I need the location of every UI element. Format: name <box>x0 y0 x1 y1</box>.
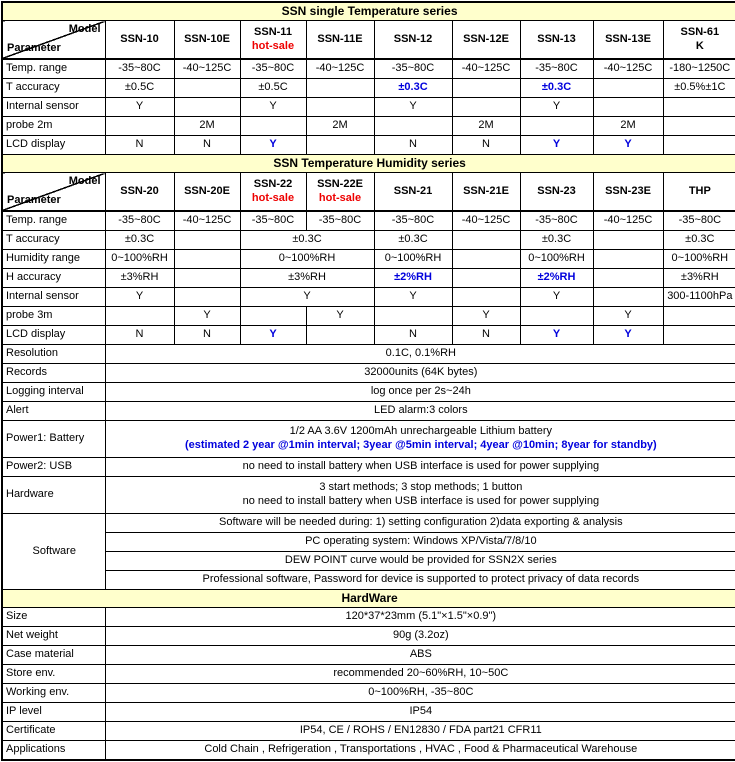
spec-cell: Y <box>105 288 174 307</box>
spec-cell <box>306 98 374 117</box>
spec-value: IP54, CE / ROHS / EN12830 / FDA part21 CFR11 <box>105 722 735 741</box>
spec-cell: -180~1250C <box>663 59 735 79</box>
table-row-records <box>2 364 735 383</box>
spec-cell <box>452 98 520 117</box>
battery-spec-line2: (estimated 2 year @1min interval; 3year @5min interval; 4year @10min; 8year for standby) <box>184 439 657 451</box>
model-header-row-single <box>2 21 735 60</box>
software-spec-line: Software will be needed during: 1) setting configuration 2)data exporting & analysis <box>105 514 735 533</box>
hot-sale-tag: hot-sale <box>251 191 295 204</box>
spec-cell: Y <box>593 326 663 345</box>
spec-cell: -40~125C <box>452 59 520 79</box>
row-label: Records <box>2 364 105 383</box>
spec-cell: 0~100%RH <box>663 250 735 269</box>
spec-value: IP54 <box>105 703 735 722</box>
row-label: Internal sensor <box>2 98 105 117</box>
spec-cell: N <box>452 326 520 345</box>
software-spec-line: Professional software, Password for device is supported to protect privacy of data records <box>105 571 735 590</box>
spec-cell: -35~80C <box>105 59 174 79</box>
row-label: Resolution <box>2 345 105 364</box>
spec-value: Cold Chain , Refrigeration , Transportations , HVAC , Food & Pharmaceutical Warehouse <box>105 741 735 761</box>
spec-value: 0.1C, 0.1%RH <box>105 345 735 364</box>
model-name: SSN-23 <box>537 184 576 197</box>
battery-spec <box>105 421 735 458</box>
corner-model-label: Model <box>68 23 101 35</box>
model-header-ssn-22e <box>306 173 374 212</box>
section-title-temperature-humidity: SSN Temperature Humidity series <box>2 155 735 173</box>
row-label: Certificate <box>2 722 105 741</box>
spec-cell: -35~80C <box>663 211 735 231</box>
spec-cell <box>240 307 306 326</box>
section-title-hardware: HardWare <box>2 590 735 608</box>
row-label: Applications <box>2 741 105 761</box>
spec-cell <box>174 250 240 269</box>
spec-value: recommended 20~60%RH, 10~50C <box>105 665 735 684</box>
spec-cell <box>452 288 520 307</box>
row-label-software: Software <box>2 514 105 590</box>
table-row-h-accuracy <box>2 269 735 288</box>
spec-value: 0~100%RH, -35~80C <box>105 684 735 703</box>
spec-cell: Y <box>520 326 593 345</box>
row-label: Working env. <box>2 684 105 703</box>
spec-cell: -35~80C <box>520 211 593 231</box>
spec-cell <box>240 117 306 136</box>
spec-cell: -35~80C <box>374 59 452 79</box>
corner-parameter-label: Parameter <box>7 194 61 207</box>
table-row-resolution <box>2 345 735 364</box>
model-name: SSN-13E <box>605 32 651 45</box>
model-name: SSN-23E <box>605 184 651 197</box>
spec-cell <box>306 79 374 98</box>
spec-cell <box>174 288 240 307</box>
spec-cell: -40~125C <box>174 211 240 231</box>
battery-spec-line1: 1/2 AA 3.6V 1200mAh unrechargeable Lithium battery <box>289 425 552 438</box>
spec-cell: Y <box>306 307 374 326</box>
spec-cell: Y <box>593 307 663 326</box>
spec-cell: 0~100%RH <box>240 250 374 269</box>
row-label: Case material <box>2 646 105 665</box>
table-row-software-1 <box>2 514 735 533</box>
row-label: Alert <box>2 402 105 421</box>
spec-cell: ±3%RH <box>105 269 174 288</box>
model-name: SSN-21E <box>463 184 509 197</box>
spec-cell: ±3%RH <box>663 269 735 288</box>
table-row-ip-level <box>2 703 735 722</box>
spec-cell <box>374 307 452 326</box>
row-label: Temp. range <box>2 211 105 231</box>
spec-table <box>1 1 735 761</box>
spec-cell: ±0.3C <box>520 79 593 98</box>
spec-cell: N <box>174 326 240 345</box>
model-header-ssn-12e <box>452 21 520 60</box>
spec-cell <box>452 269 520 288</box>
model-parameter-corner <box>2 21 105 60</box>
table-row-temp-range <box>2 59 735 79</box>
spec-cell: 2M <box>593 117 663 136</box>
spec-cell <box>452 79 520 98</box>
spec-cell: N <box>374 136 452 155</box>
table-row-net-weight <box>2 627 735 646</box>
table-row-working-env <box>2 684 735 703</box>
table-row-store-env <box>2 665 735 684</box>
section-header-row-humidity <box>2 155 735 173</box>
row-label: Humidity range <box>2 250 105 269</box>
spec-cell <box>174 269 240 288</box>
row-label: Temp. range <box>2 59 105 79</box>
hardware-spec <box>105 477 735 514</box>
spec-cell: -40~125C <box>306 59 374 79</box>
table-row-internal-sensor <box>2 98 735 117</box>
row-label: Net weight <box>2 627 105 646</box>
spec-value: ABS <box>105 646 735 665</box>
corner-model-label: Model <box>68 175 101 187</box>
spec-cell <box>174 98 240 117</box>
spec-cell: ±0.3C <box>520 231 593 250</box>
model-header-ssn-11e <box>306 21 374 60</box>
spec-cell: -35~80C <box>374 211 452 231</box>
spec-cell <box>593 250 663 269</box>
section-header-row-hardware <box>2 590 735 608</box>
model-header-ssn-10e <box>174 21 240 60</box>
spec-cell: Y <box>240 98 306 117</box>
table-row-logging-interval <box>2 383 735 402</box>
model-header-ssn-20e <box>174 173 240 212</box>
row-label: Store env. <box>2 665 105 684</box>
row-label: H accuracy <box>2 269 105 288</box>
row-label: probe 3m <box>2 307 105 326</box>
hardware-spec-line1: 3 start methods; 3 stop methods; 1 button <box>319 481 523 494</box>
spec-cell: 0~100%RH <box>520 250 593 269</box>
model-name: THP <box>688 184 711 197</box>
spec-cell <box>663 136 735 155</box>
row-label: T accuracy <box>2 79 105 98</box>
model-header-ssn-23 <box>520 173 593 212</box>
spec-cell <box>593 98 663 117</box>
model-name: SSN-12 <box>393 32 433 45</box>
spec-cell: Y <box>452 307 520 326</box>
model-name: SSN-61 <box>680 25 720 38</box>
row-label: Hardware <box>2 477 105 514</box>
spec-cell: -35~80C <box>240 59 306 79</box>
spec-cell: -40~125C <box>593 211 663 231</box>
table-row-case-material <box>2 646 735 665</box>
spec-cell <box>306 136 374 155</box>
model-header-ssn-21e <box>452 173 520 212</box>
table-row-applications <box>2 741 735 761</box>
spec-cell: -35~80C <box>306 211 374 231</box>
spec-cell: Y <box>174 307 240 326</box>
spec-cell: Y <box>105 98 174 117</box>
table-row-probe-3m <box>2 307 735 326</box>
row-label: IP level <box>2 703 105 722</box>
spec-cell <box>520 117 593 136</box>
table-row-probe-2m <box>2 117 735 136</box>
hot-sale-tag: hot-sale <box>318 191 362 204</box>
model-header-thp <box>663 173 735 212</box>
spec-cell: 2M <box>306 117 374 136</box>
row-label: Power1: Battery <box>2 421 105 458</box>
model-header-ssn-22 <box>240 173 306 212</box>
spec-cell <box>593 288 663 307</box>
spec-cell: Y <box>520 288 593 307</box>
spec-cell: 0~100%RH <box>105 250 174 269</box>
spec-cell: -35~80C <box>240 211 306 231</box>
model-name: SSN-11E <box>317 32 363 45</box>
table-row-t-accuracy <box>2 231 735 250</box>
spec-cell: N <box>452 136 520 155</box>
spec-cell: ±0.3C <box>663 231 735 250</box>
spec-cell: ±0.3C <box>240 231 374 250</box>
spec-value: 120*37*23mm (5.1"×1.5"×0.9") <box>105 608 735 627</box>
table-row-humidity-range <box>2 250 735 269</box>
model-name-line2: K <box>695 39 704 52</box>
software-spec-line: PC operating system: Windows XP/Vista/7/8/10 <box>105 533 735 552</box>
table-row-temp-range <box>2 211 735 231</box>
spec-cell: ±2%RH <box>374 269 452 288</box>
spec-cell: 0~100%RH <box>374 250 452 269</box>
spec-cell: ±0.5C <box>105 79 174 98</box>
spec-cell: Y <box>520 98 593 117</box>
spec-cell: ±0.3C <box>374 231 452 250</box>
table-row-software-2 <box>2 533 735 552</box>
spec-cell <box>105 117 174 136</box>
model-header-row-humidity <box>2 173 735 212</box>
section-title-single-temperature: SSN single Temperature series <box>2 2 735 21</box>
model-name: SSN-22 <box>253 177 293 190</box>
row-label: Logging interval <box>2 383 105 402</box>
spec-cell <box>593 79 663 98</box>
spec-cell: Y <box>520 136 593 155</box>
model-header-ssn-61k <box>663 21 735 60</box>
model-header-ssn-10 <box>105 21 174 60</box>
spec-cell <box>663 326 735 345</box>
table-row-power2-usb <box>2 458 735 477</box>
model-name: SSN-10 <box>120 32 159 45</box>
corner-parameter-label: Parameter <box>7 42 61 55</box>
spec-cell: -40~125C <box>174 59 240 79</box>
spec-cell: 2M <box>452 117 520 136</box>
row-label: LCD display <box>2 326 105 345</box>
spec-cell: Y <box>240 288 374 307</box>
spec-cell: ±0.3C <box>374 79 452 98</box>
spec-cell <box>105 307 174 326</box>
spec-cell: ±3%RH <box>240 269 374 288</box>
model-header-ssn-20 <box>105 173 174 212</box>
row-label: Power2: USB <box>2 458 105 477</box>
model-name: SSN-13 <box>537 32 576 45</box>
spec-cell: ±2%RH <box>520 269 593 288</box>
section-header-row-single <box>2 2 735 21</box>
table-row-internal-sensor <box>2 288 735 307</box>
table-row-software-3 <box>2 552 735 571</box>
spec-cell <box>593 269 663 288</box>
spec-cell: N <box>105 326 174 345</box>
spec-cell <box>663 98 735 117</box>
software-spec-line: DEW POINT curve would be provided for SSN2X series <box>105 552 735 571</box>
spec-cell: 2M <box>174 117 240 136</box>
model-header-ssn-23e <box>593 173 663 212</box>
hardware-spec-line2: no need to install battery when USB interface is used for power supplying <box>242 495 600 507</box>
spec-cell: N <box>105 136 174 155</box>
spec-value: 32000units (64K bytes) <box>105 364 735 383</box>
row-label: T accuracy <box>2 231 105 250</box>
spec-cell: Y <box>374 288 452 307</box>
spec-cell <box>452 231 520 250</box>
table-row-power1-battery <box>2 421 735 458</box>
spec-cell <box>306 326 374 345</box>
spec-cell <box>174 79 240 98</box>
spec-cell <box>663 117 735 136</box>
model-name: SSN-20E <box>184 184 230 197</box>
table-row-hardware <box>2 477 735 514</box>
row-label: Internal sensor <box>2 288 105 307</box>
spec-cell <box>174 231 240 250</box>
spec-cell: Y <box>374 98 452 117</box>
model-name: SSN-20 <box>120 184 159 197</box>
row-label: Size <box>2 608 105 627</box>
table-row-size <box>2 608 735 627</box>
model-header-ssn-12 <box>374 21 452 60</box>
spec-value: log once per 2s~24h <box>105 383 735 402</box>
spec-cell: ±0.3C <box>105 231 174 250</box>
model-name: SSN-11 <box>254 25 292 38</box>
spec-value: no need to install battery when USB interface is used for power supplying <box>105 458 735 477</box>
hot-sale-tag: hot-sale <box>251 39 295 52</box>
spec-cell <box>593 231 663 250</box>
spec-cell: ±0.5C <box>240 79 306 98</box>
spec-cell: -35~80C <box>105 211 174 231</box>
model-parameter-corner <box>2 173 105 212</box>
model-header-ssn-11 <box>240 21 306 60</box>
spec-cell: Y <box>593 136 663 155</box>
spec-cell: N <box>374 326 452 345</box>
spec-value: 90g (3.2oz) <box>105 627 735 646</box>
spec-cell: Y <box>240 326 306 345</box>
model-name: SSN-21 <box>393 184 433 197</box>
spec-cell <box>520 307 593 326</box>
table-row-t-accuracy <box>2 79 735 98</box>
spec-value: LED alarm:3 colors <box>105 402 735 421</box>
spec-cell: -40~125C <box>593 59 663 79</box>
row-label: probe 2m <box>2 117 105 136</box>
spec-cell: 300-1100hPa <box>663 288 735 307</box>
spec-cell: Y <box>240 136 306 155</box>
model-name: SSN-22E <box>317 177 363 190</box>
model-name: SSN-12E <box>463 32 509 45</box>
spec-cell <box>374 117 452 136</box>
table-row-alert <box>2 402 735 421</box>
spec-cell: N <box>174 136 240 155</box>
model-name: SSN-10E <box>184 32 230 45</box>
table-row-lcd-display <box>2 326 735 345</box>
spec-cell: -35~80C <box>520 59 593 79</box>
table-row-software-4 <box>2 571 735 590</box>
table-row-lcd-display <box>2 136 735 155</box>
model-header-ssn-13 <box>520 21 593 60</box>
row-label: LCD display <box>2 136 105 155</box>
spec-cell <box>663 307 735 326</box>
spec-cell <box>452 250 520 269</box>
spec-cell: ±0.5%±1C <box>663 79 735 98</box>
spec-cell: -40~125C <box>452 211 520 231</box>
model-header-ssn-13e <box>593 21 663 60</box>
model-header-ssn-21 <box>374 173 452 212</box>
